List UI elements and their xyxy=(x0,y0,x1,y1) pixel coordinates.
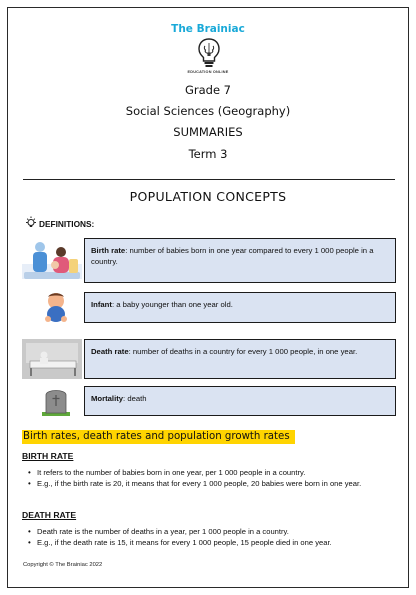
page xyxy=(7,7,409,588)
subject-title: Social Sciences (Geography) xyxy=(125,104,291,118)
birth-rate-list xyxy=(28,468,398,490)
list-item: • It refers to the number of babies born in one year, per 1 000 people in a country. xyxy=(28,468,398,478)
death-rate-list xyxy=(28,527,398,549)
definitions-label: DEFINITIONS: xyxy=(39,219,95,229)
definition-box xyxy=(84,339,396,379)
subsection-title: Birth rates, death rates and population growth rates xyxy=(22,430,295,444)
definition-text: : death xyxy=(123,394,147,403)
list-item: • Death rate is the number of deaths in a year, per 1 000 people in a country. xyxy=(28,527,398,537)
grade-title: Grade 7 xyxy=(184,83,232,97)
definition-box xyxy=(84,292,396,323)
definition-birth-rate xyxy=(22,238,396,283)
definition-mortality xyxy=(22,386,396,416)
brand-name: The Brainiac xyxy=(171,23,245,35)
copyright: Copyright © The Brainiac 2022 xyxy=(23,562,103,568)
infant-icon xyxy=(22,292,82,323)
list-item: • E.g., if the birth rate is 20, it means that for every 1 000 people, 20 babies were born in one year. xyxy=(28,479,398,489)
section-title: POPULATION CONCEPTS xyxy=(129,189,287,204)
birth-rate-heading: BIRTH RATE xyxy=(22,451,74,461)
death-rate-heading: DEATH RATE xyxy=(22,510,77,520)
divider xyxy=(23,179,395,180)
definitions-heading xyxy=(24,215,94,229)
definition-infant xyxy=(22,292,396,323)
definition-box xyxy=(84,238,396,283)
list-item: • E.g., if the death rate is 15, it means for every 1 000 people, 15 people died in one year. xyxy=(28,538,398,548)
lightbulb-brain-logo-icon xyxy=(197,37,221,71)
definition-text: : number of deaths in a country for every 1 000 people, in one year. xyxy=(128,347,358,356)
mother-baby-nurse-icon xyxy=(22,238,82,283)
definition-term: Birth rate xyxy=(91,246,126,255)
definition-term: Infant xyxy=(91,300,112,309)
lightbulb-idea-icon xyxy=(24,215,38,229)
gravestone-icon xyxy=(22,386,82,416)
hospital-bed-icon xyxy=(22,339,82,379)
definition-box xyxy=(84,386,396,416)
definition-term: Death rate xyxy=(91,347,129,356)
logo-caption: EDUCATION ONLINE xyxy=(187,70,229,74)
definition-death-rate xyxy=(22,339,396,379)
definition-text: : a baby younger than one year old. xyxy=(111,300,233,309)
term-title: Term 3 xyxy=(188,147,228,161)
definition-text: : number of babies born in one year compared to every 1 000 people in a country. xyxy=(91,246,374,266)
doc-type-title: SUMMARIES xyxy=(173,125,243,139)
definition-term: Mortality xyxy=(91,394,124,403)
